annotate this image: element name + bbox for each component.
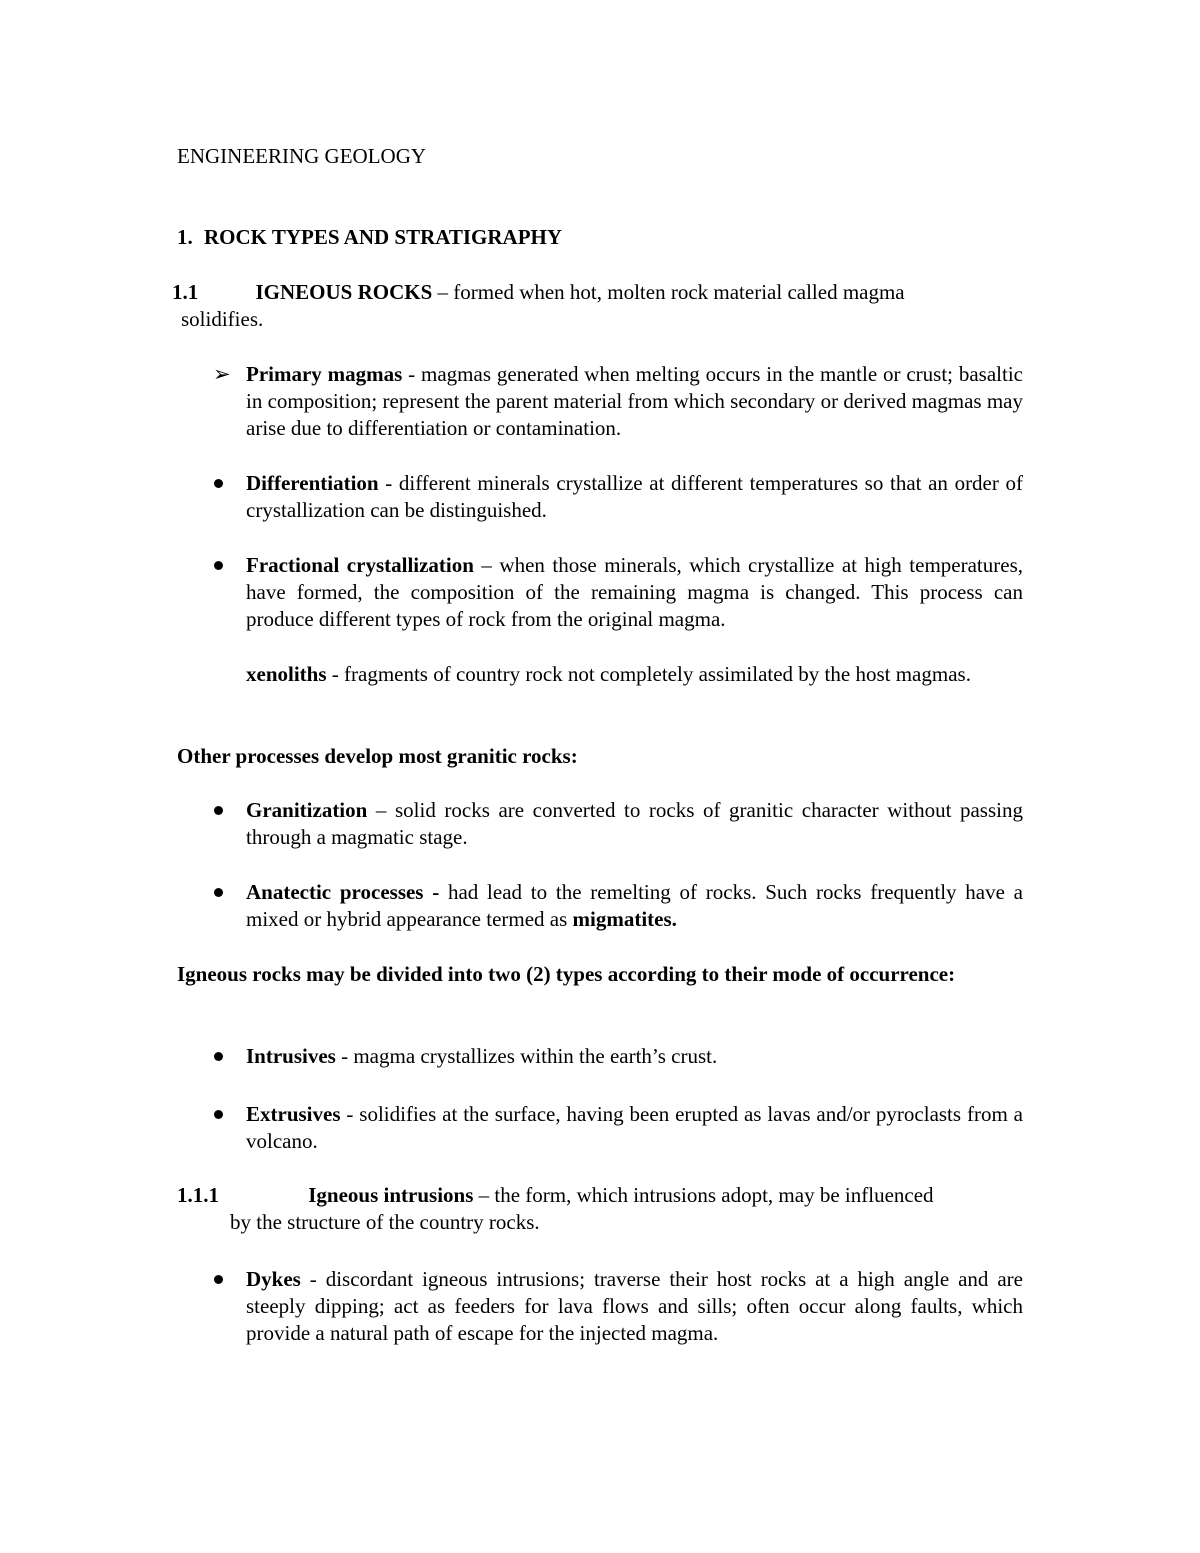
section-1-1-number: 1.1 — [172, 280, 199, 304]
section-1-1-1-text-line2: by the structure of the country rocks. — [230, 1210, 540, 1234]
primary-magmas-text: - magmas generated when melting occurs in the mantle or crust; basaltic in composition; represent the parent material from which secondary or derived magmas may arise due to differentiation or contamination. — [246, 362, 1023, 440]
dykes-item — [246, 1266, 1023, 1347]
document-title — [177, 143, 426, 170]
section-1-title: ROCK TYPES AND STRATIGRAPHY — [204, 225, 563, 249]
dykes-text: - discordant igneous intrusions; traverse their host rocks at a high angle and are steeply dipping; act as feeders for lava flows and sills; often occur along faults, which provide a natural path of escape for the injected magma. — [246, 1267, 1023, 1345]
igneous-types-heading: Igneous rocks may be divided into two (2) types according to their mode of occurrence: — [177, 962, 956, 986]
other-processes-heading: Other processes develop most granitic rocks: — [177, 744, 578, 768]
xenoliths-item — [246, 661, 1023, 688]
extrusives-text: - solidifies at the surface, having been erupted as lavas and/or pyroclasts from a volcano. — [246, 1102, 1023, 1153]
xenoliths-text: - fragments of country rock not completely assimilated by the host magmas. — [326, 662, 971, 686]
granitization-term: Granitization — [246, 798, 368, 822]
bullet-icon — [214, 888, 223, 897]
intrusives-term: Intrusives — [246, 1044, 336, 1068]
section-1-1-1-term: Igneous intrusions — [308, 1183, 474, 1207]
intrusives-text: - magma crystallizes within the earth’s crust. — [335, 1044, 718, 1068]
anatectic-item — [246, 879, 1023, 933]
intrusives-item — [246, 1043, 1023, 1070]
fractional-crystallization-item — [246, 552, 1023, 633]
primary-magmas-item — [246, 361, 1023, 442]
extrusives-term: Extrusives — [246, 1102, 341, 1126]
section-1-1-1 — [177, 1182, 1023, 1236]
section-1-number: 1. — [177, 225, 193, 249]
section-1-1-text-line1: – formed when hot, molten rock material called magma — [432, 280, 905, 304]
fractional-crystallization-text: – when those minerals, which crystallize at high temperatures, have formed, the composition of the remaining magma is changed. This process can produce different types of rock from the original magma. — [246, 553, 1023, 631]
granitization-text: – solid rocks are converted to rocks of granitic character without passing through a magmatic stage. — [246, 798, 1023, 849]
section-1-1-1-text-line1: – the form, which intrusions adopt, may be influenced — [473, 1183, 934, 1207]
bullet-icon — [214, 561, 223, 570]
differentiation-item — [246, 470, 1023, 524]
differentiation-term: Differentiation — [246, 471, 379, 495]
primary-magmas-term: Primary magmas — [246, 362, 403, 386]
bullet-icon — [214, 1275, 223, 1284]
bullet-icon — [214, 1110, 223, 1119]
fractional-crystallization-term: Fractional crystallization — [246, 553, 474, 577]
arrow-bullet-icon: ➢ — [213, 362, 231, 386]
section-1-heading — [177, 224, 562, 251]
bullet-icon — [214, 1052, 223, 1061]
section-1-1 — [172, 279, 1024, 333]
xenoliths-term: xenoliths — [246, 662, 327, 686]
dykes-term: Dykes — [246, 1267, 301, 1291]
section-1-1-text-line2: solidifies. — [181, 307, 264, 331]
differentiation-text: - different minerals crystallize at different temperatures so that an order of crystallization can be distinguished. — [246, 471, 1023, 522]
extrusives-item — [246, 1101, 1023, 1155]
granitization-item — [246, 797, 1023, 851]
section-1-1-1-number: 1.1.1 — [177, 1183, 219, 1207]
migmatites-term: migmatites. — [572, 907, 677, 931]
document-title-text: ENGINEERING GEOLOGY — [177, 144, 427, 168]
bullet-icon — [214, 479, 223, 488]
anatectic-text: had lead to the remelting of rocks. Such rocks frequently have a mixed or hybrid appearance termed as — [246, 880, 1023, 931]
section-1-1-term: IGNEOUS ROCKS — [255, 280, 433, 304]
bullet-icon — [214, 806, 223, 815]
anatectic-term: Anatectic processes - — [246, 880, 440, 904]
